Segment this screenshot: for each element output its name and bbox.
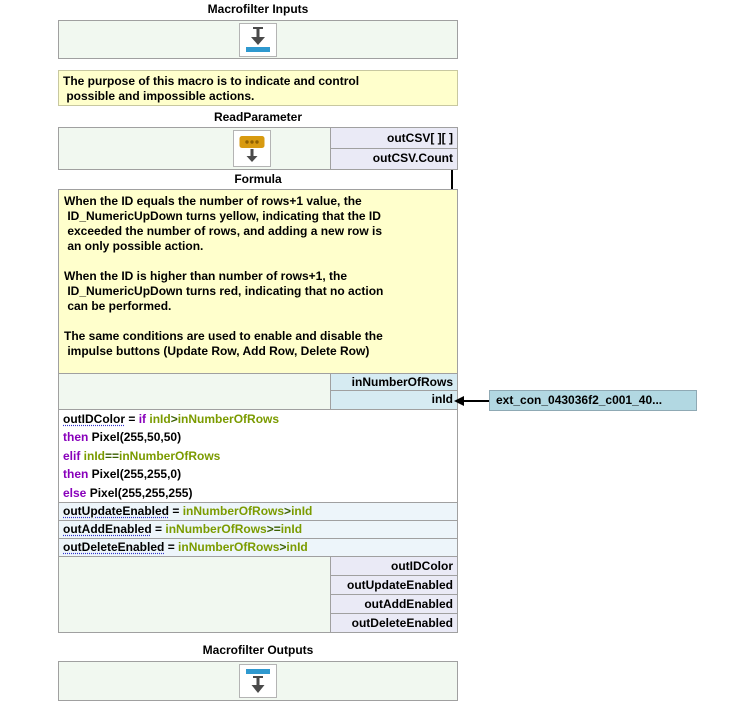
formula-title: Formula	[234, 172, 282, 186]
macrofilter-inputs-block[interactable]	[58, 20, 458, 59]
formula-row-outdeleteenabled[interactable]: outDeleteEnabled = inNumberOfRows>inId	[59, 538, 457, 556]
port-outcsv-count[interactable]: outCSV.Count	[331, 149, 457, 169]
macrofilter-outputs-block[interactable]	[58, 661, 458, 701]
parameter-with-arrow-icon	[235, 132, 269, 165]
macrofilter-inputs-icon-frame[interactable]	[239, 23, 277, 57]
formula-block[interactable]	[58, 189, 458, 633]
formula-input-ports	[330, 374, 457, 409]
code-line: then Pixel(255,255,0)	[63, 467, 182, 482]
external-connection-arrowhead-left	[454, 396, 464, 406]
formula-body-cell	[59, 557, 330, 632]
macrofilter-outputs-title: Macrofilter Outputs	[202, 643, 314, 657]
read-parameter-title: ReadParameter	[213, 110, 303, 124]
export-from-macro-icon	[241, 666, 275, 696]
formula-inputs-section	[59, 374, 457, 410]
formula-outputs-section	[59, 556, 457, 632]
port-inid[interactable]: inId	[331, 391, 457, 409]
macrofilter-inputs-title: Macrofilter Inputs	[207, 2, 309, 16]
code-line: else Pixel(255,255,255)	[63, 485, 193, 500]
code-line: elif inId==inNumberOfRows	[63, 448, 221, 463]
purpose-comment[interactable]: The purpose of this macro is to indicate and control possible and impossible actions.	[58, 70, 458, 106]
formula-body-cell	[59, 374, 330, 409]
download-into-macro-icon	[241, 25, 275, 55]
port-outupdateenabled[interactable]: outUpdateEnabled	[331, 576, 457, 595]
macrofilter-outputs-icon-frame[interactable]	[239, 664, 277, 698]
read-parameter-icon-frame[interactable]	[233, 130, 271, 167]
port-outidcolor[interactable]: outIDColor	[331, 557, 457, 576]
port-outaddenabled[interactable]: outAddEnabled	[331, 595, 457, 614]
formula-row-outaddenabled[interactable]: outAddEnabled = inNumberOfRows>=inId	[59, 520, 457, 538]
formula-code-block[interactable]	[59, 410, 457, 502]
external-connection-line[interactable]	[463, 400, 490, 402]
formula-output-ports	[330, 557, 457, 632]
formula-row-outupdateenabled[interactable]: outUpdateEnabled = inNumberOfRows>inId	[59, 502, 457, 520]
code-line: outIDColor = if inId>inNumberOfRows	[63, 412, 280, 426]
port-outdeleteenabled[interactable]: outDeleteEnabled	[331, 614, 457, 632]
read-parameter-block[interactable]	[58, 127, 458, 170]
port-outcsv[interactable]: outCSV[ ][ ]	[331, 128, 457, 149]
read-parameter-outputs	[330, 128, 457, 169]
formula-comment[interactable]: When the ID equals the number of rows+1 value, the ID_NumericUpDown turns yellow, indicating that the ID exceeded the number of rows, and adding a new row is an only possible action. When the ID is higher than number of rows+1, the ID_NumericUpDown turns red, indicating that no action can be performed. The same conditions are used to enable and disable the impulse buttons (Update Row, Add Row, Delete Row)	[59, 190, 457, 374]
external-connection-label[interactable]: ext_con_043036f2_c001_40...	[489, 390, 697, 411]
port-innumberofrows[interactable]: inNumberOfRows	[331, 374, 457, 391]
code-line: then Pixel(255,50,50)	[63, 430, 182, 445]
